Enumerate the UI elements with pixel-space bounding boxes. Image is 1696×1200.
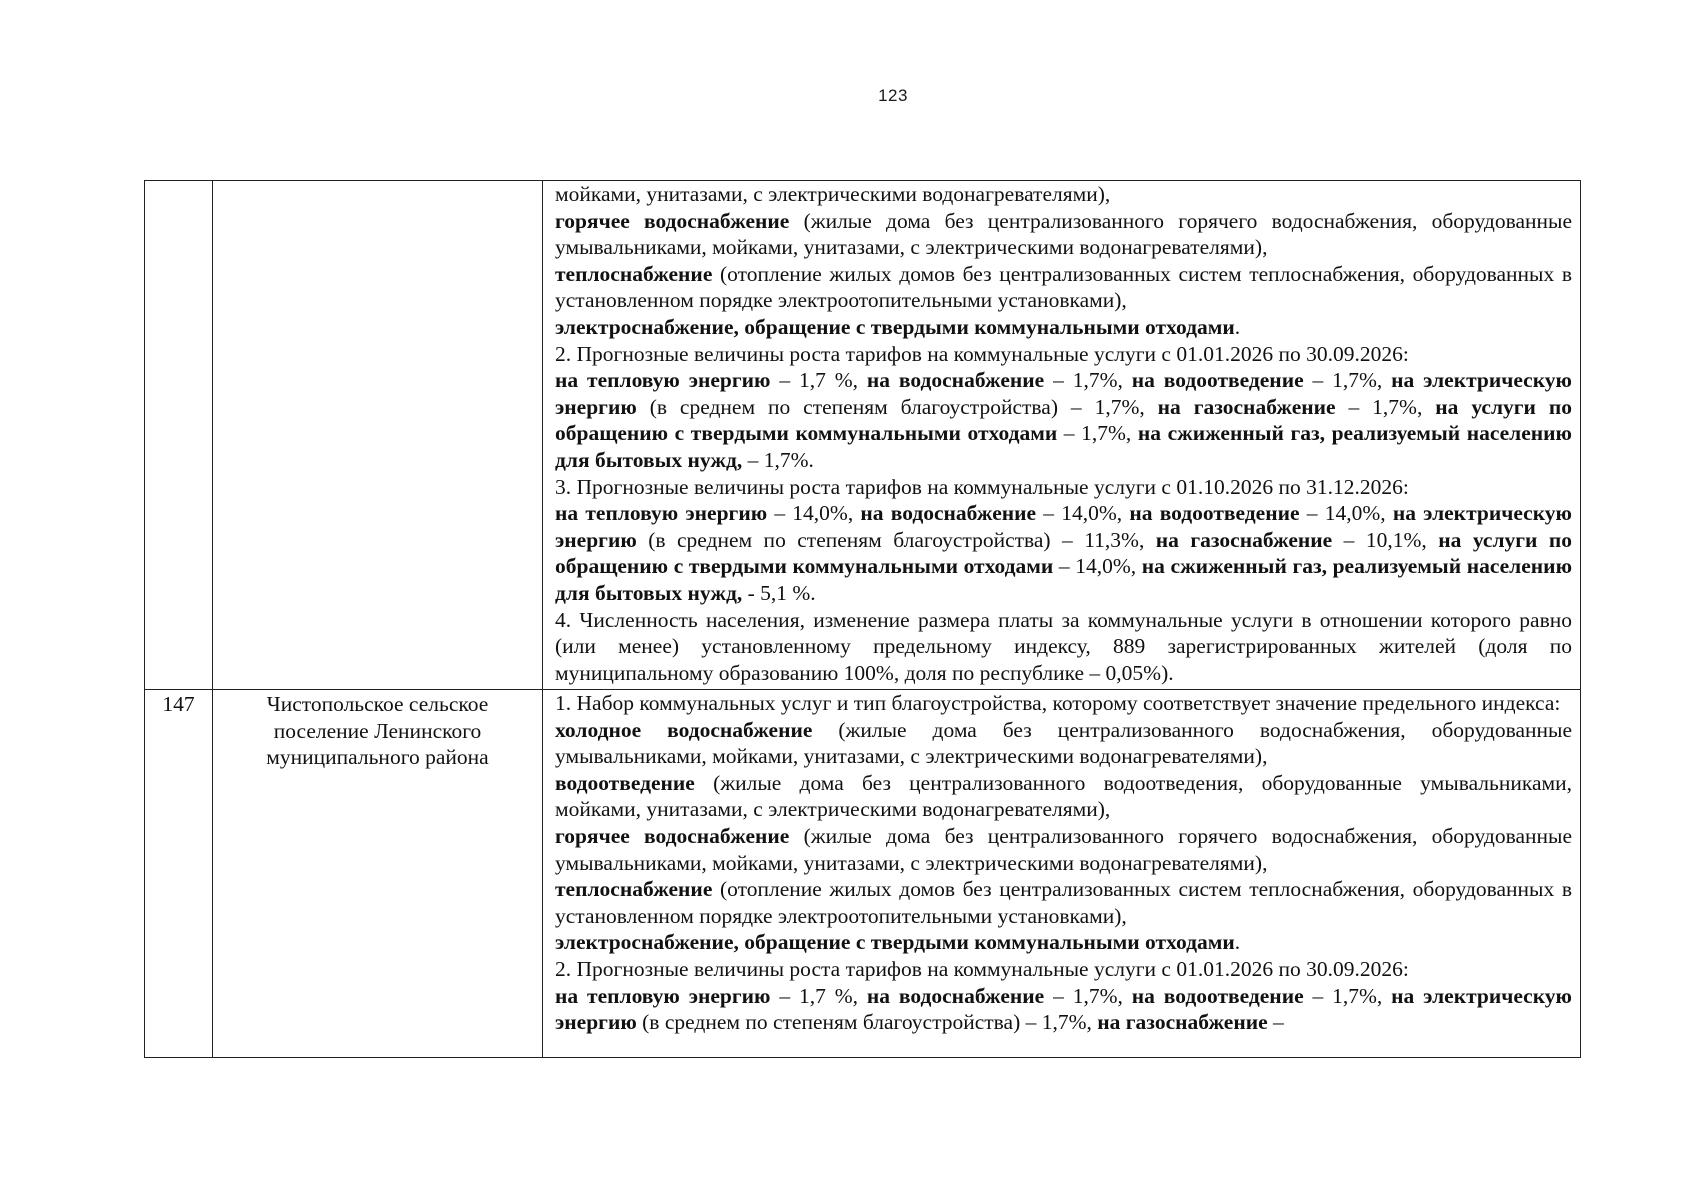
text-run: - 5,1 %. — [742, 580, 816, 605]
row-number: 147 — [145, 690, 213, 1058]
text-run: (жилые дома без централизованного горячего водоснабжения, оборудованные умывальниками, мойками, унитазами, с электрическими водонагревателями), — [555, 208, 1572, 260]
text-run: – 10,1%, — [1332, 527, 1439, 552]
bold-text: теплоснабжение — [555, 261, 713, 286]
text-run: 2. Прогнозные величины роста тарифов на коммунальные услуги с 01.01.2026 по 30.09.2026: — [555, 956, 1409, 981]
bold-text: теплоснабжение — [555, 877, 713, 902]
text-run: – 1,7%, — [1335, 394, 1436, 419]
text-run: – 1,7 %, — [770, 983, 867, 1008]
description-paragraph — [555, 474, 1572, 501]
description-cell — [543, 181, 1581, 690]
text-run: – — [1267, 1010, 1284, 1035]
bold-text: на сжиженный газ, реализуемый населению для бытовых нужд, — [555, 554, 1572, 605]
description-paragraph — [555, 181, 1572, 208]
bold-text: на электрическую энергию — [555, 368, 1572, 419]
text-run: (в среднем по степеням благоустройства) – 11,3%, — [636, 527, 1156, 552]
bold-text: на газоснабжение — [1155, 527, 1333, 552]
bold-text: на водоотведение — [1129, 501, 1300, 526]
description-paragraph — [555, 341, 1572, 368]
text-run: – 1,7%, — [1057, 421, 1138, 446]
description-paragraph — [555, 717, 1572, 770]
bold-text: на водоотведение — [1131, 983, 1304, 1008]
bold-text: на тепловую энергию — [555, 368, 771, 393]
bold-text: горячее водоснабжение — [555, 208, 790, 233]
description-paragraph — [555, 876, 1572, 929]
text-run: (в среднем по степеням благоустройства) – 1,7%, — [636, 1010, 1098, 1035]
text-run: 3. Прогнозные величины роста тарифов на коммунальные услуги с 01.10.2026 по 31.12.2026: — [555, 474, 1409, 499]
text-run: – 1,7%, — [1303, 368, 1392, 393]
description-paragraph — [555, 607, 1572, 687]
bold-text: на водоснабжение — [866, 368, 1045, 393]
bold-text: на тепловую энергию — [555, 501, 768, 526]
bold-text: холодное водоснабжение — [555, 717, 813, 742]
description-paragraph — [555, 929, 1572, 956]
description-paragraph — [555, 770, 1572, 823]
row-number — [145, 181, 213, 690]
municipality-name — [213, 181, 543, 690]
text-run: (жилые дома без централизованного горячего водоснабжения, оборудованные умывальниками, мойками, унитазами, с электрическими водонагревателями), — [555, 823, 1572, 875]
text-run: – 14,0%, — [1036, 501, 1130, 526]
text-run: . — [1234, 314, 1241, 339]
bold-text: на водоснабжение — [860, 501, 1037, 526]
tariff-table — [144, 180, 1581, 1058]
bold-text: горячее водоснабжение — [555, 823, 790, 848]
text-run: – 1,7 %, — [770, 368, 867, 393]
bold-text: электроснабжение, обращение с твердыми коммунальными отходами — [555, 314, 1235, 339]
text-run: – 14,0%, — [1299, 501, 1393, 526]
bold-text: на сжиженный газ, реализуемый населению для бытовых нужд, — [555, 421, 1572, 472]
description-paragraph — [555, 983, 1572, 1036]
text-run: – 14,0%, — [1053, 554, 1142, 579]
text-run: мойками, унитазами, с электрическими водонагревателями), — [555, 182, 1111, 206]
bold-text: на газоснабжение — [1097, 1010, 1268, 1035]
text-run: 4. Численность населения, изменение размера платы за коммунальные услуги в отношении которого равно (или менее) установленному предельному индексу, 889 зарегистрированных жителей (доля по муниципальному образованию 100%, доля по республике – 0,05%). — [555, 607, 1572, 685]
table-row — [145, 690, 1581, 1058]
bold-text: на услуги по обращению с твердыми коммунальными отходами — [555, 527, 1572, 579]
text-run: (жилые дома без централизованного водоснабжения, оборудованные умывальниками, мойками, унитазами, с электрическими водонагревателями), — [555, 717, 1572, 769]
bold-text: электроснабжение, обращение с твердыми коммунальными отходами — [555, 930, 1235, 955]
text-run: 1. Набор коммунальных услуг и тип благоустройства, которому соответствует значение предельного индекса: — [555, 691, 1561, 715]
text-run: (отопление жилых домов без централизованных систем теплоснабжения, оборудованных в установленном порядке электроотопительными установками), — [555, 877, 1572, 928]
description-paragraph — [555, 261, 1572, 314]
bold-text: на тепловую энергию — [555, 983, 771, 1008]
description-cell — [543, 690, 1581, 1058]
bold-text: на электрическую энергию — [555, 501, 1572, 552]
text-run: . — [1234, 930, 1241, 955]
description-paragraph — [555, 956, 1572, 983]
text-run: – 1,7%, — [1044, 983, 1132, 1008]
description-paragraph — [555, 500, 1572, 606]
text-run: (отопление жилых домов без централизованных систем теплоснабжения, оборудованных в установленном порядке электроотопительными установками), — [555, 261, 1572, 313]
description-paragraph — [555, 314, 1572, 341]
bold-text: водоотведение — [555, 770, 695, 795]
bold-text: на газоснабжение — [1157, 394, 1336, 419]
description-paragraph — [555, 367, 1572, 473]
description-paragraph — [555, 208, 1572, 261]
text-run: (в среднем по степеням благоустройства) – 1,7%, — [636, 394, 1158, 419]
municipality-name: Чистопольское сельское поселение Ленинского муниципального района — [213, 690, 543, 1058]
text-run: 2. Прогнозные величины роста тарифов на коммунальные услуги с 01.01.2026 по 30.09.2026: — [555, 341, 1409, 366]
page-number: 123 — [878, 86, 908, 105]
bold-text: на водоотведение — [1131, 368, 1304, 393]
table-row — [145, 181, 1581, 690]
description-paragraph — [555, 823, 1572, 876]
text-run: – 1,7%, — [1044, 368, 1132, 393]
text-run: – 14,0%, — [767, 501, 861, 526]
bold-text: на водоснабжение — [866, 983, 1045, 1008]
text-run: – 1,7%. — [742, 447, 814, 472]
bold-text: на электрическую энергию — [555, 983, 1572, 1035]
description-paragraph — [555, 690, 1572, 717]
text-run: – 1,7%, — [1303, 983, 1392, 1008]
bold-text: на услуги по обращению с твердыми коммунальными отходами — [555, 394, 1572, 446]
text-run: (жилые дома без централизованного водоотведения, оборудованные умывальниками, мойками, унитазами, с электрическими водонагревателями), — [555, 770, 1572, 822]
